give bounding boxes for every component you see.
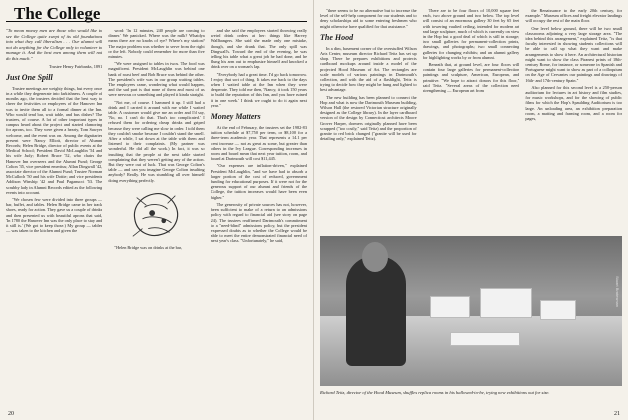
- left-col-3: [211, 28, 307, 406]
- right-col-1: [320, 8, 417, 230]
- photo-model-panel: [540, 300, 576, 320]
- epigraph-quote: "To mean money men are those who would like to see the College quite swept of its old foundations into what they call liberalism . . . Our alumni will not do anything for the College only to volunteer to manage it. And the best men among them will not do this much.": [6, 28, 103, 61]
- right-page: [314, 0, 628, 420]
- body-paragraph: and she said the employees started throwing really weird drink orders at her: things like Harvey Wallbangers. She said she made only one mistake, though, and she drank that. The only spill was Dingwall's. Toward the end of the evening, he was telling his table what a great job he had done, and he flung his arm out to emphasize himself and knocked a drink over on a woman's lap.: [210, 28, 307, 70]
- body-paragraph: The new building has been planned to connect the Hop and what is now the Dartmouth Museum building, Wilson Hall (the restored Victorian structure originally designed as the College library). In the layer cardboard version of the design by Connecticut architects Moore Grover Harper, dormers originally planned have been scrapped ("too costly," said Teitz) and the proportion of granite to red brick changed ("granite will be used for detailing only," explained Teitz).: [320, 94, 417, 142]
- body-paragraph: word: 'In 12 minutes, 240 people are coming to dinner.' We panicked. Where was the milk? Whatdya mean there are no knobs of rye? Where's my station? The major problem was whether to serve from the right or the left. Nobody could remember for more than five minutes.: [108, 28, 205, 60]
- body-paragraph: Also planned for this second level is a 250-person auditorium for lectures in art history and film studies, for music workshops, and for the showing of public films for which the Hop's Spaulding Auditorium is too large. An unloading area, an exhibition preparation room, a matting and framing room, and a room for pages,: [525, 84, 623, 122]
- body-paragraph: Beneath that, at ground level, are four floors will contain four large galleries for permanent-collection paintings and sculpture, American, European, and primitive. "We hope to attract donors for this floor," said Teitz. "Several areas of the collection need strengthening — European art from: [422, 62, 520, 94]
- left-columns: [6, 28, 307, 406]
- photo-figure: [346, 256, 406, 366]
- page-number-left: 20: [8, 411, 14, 417]
- body-paragraph: "We were assigned to tables in twos. The food was magnificent. President McLaughlin was behind one bank of roast beef and Bob Bruce was behind the other. The president's wife was in our group waiting tables. The employees came, wondering what would happen, and the sad part is that none of them and most of us were nervous or something and played it kinda straight.: [108, 61, 205, 98]
- body-paragraph: One level below ground, there will be two small classrooms adjoining a very large storage area. "The idea behind this arrangement," explained Teitz, "is that faculty interested in showing students collections will be able to call up what they want and make arrangements to show it here. An architectural historian might want to show the class Piranesi prints of 18th-century Rome, for instance, or someone in Spanish and Portuguese might want to show as part of a colloquium on the Age of Cervantes our paintings and drawings of 16th- and 17th-century Spain.": [525, 25, 623, 83]
- body-paragraph: "Not me, of course. I hammed it up. I still had a drink and I carried it around with me while I waited table. A customer would give me an order and I'd say, 'No, no. I can't do that. That's too complicated.' I refused them for ordering cheap drinks and griped because they were calling me slow in order. I told them they couldn't smoke because I couldn't stand the smell. After a while, I sat down at the table with them and listened to their complaints. (My partner was wonderful. He did all the work.) In fact, it was so insulting that the people at the next table started complaining that they weren't getting any of the action. But they were out of luck. That was George Colton's table — and can you imagine George Colton insulting anybody? Really. He was stumbling all over himself doing everything perfectly.: [108, 99, 205, 183]
- body-paragraph: Trustee meetings are weighty things, but every once in a while they degenerate into farkishness. A couple of months ago, the trustees decided that the best way to cheer the festivities or employees of the Hanover Inn was to invite them all to a formal dinner at the Inn. Who would tend bar, wait table, and bus dishes? The trustees, of course. A lot of other important types in campus heard about the project and started clamoring for aprons, too. They were given a hearty, Tom Sawyer welcome, and the event was on. Among the dignitaries present were Nancy Elliott, director of Alumni Records; Helen Bridge, director of public events at the Medical School; President David McLaughlin '54 and his wife Judy; Robert Bruce '52, who chairs the Hanover Inn overseers and the Alumni Fund; George Colton '35, vice president emeritus; Allan Dingwall '42, associate director of the Alumni Fund; Trustee Norman McCulloch '50 and his wife Dottie; and vice presidents Addison Winship '42 and Paul Paganucci '53. The scrubby lady in Alumni Records edited as the following events into account.: [6, 85, 103, 195]
- museum-model-photo: [320, 236, 622, 386]
- photo-model-panel: [430, 296, 470, 318]
- right-col-3: [525, 8, 622, 230]
- body-paragraph: In a dim, basement corner of the overstuffed Wilson Arts Center, museum director Richard Teitz has set up shop. There he prepares exhibitions and protects cardboard mockups around inside a model of the projected Hood Museum of Art. The rectangles are scale models of various paintings in Dartmouth's collection, and with the aid of a flashlight, Teitz is trying to decide how they might be hung and lighted to best advantage.: [320, 45, 417, 93]
- body-paragraph: "Everybody had a great time. I'd go back tomorrow. I enjoy that sort of thing. It takes me back to the days when I waited table at the Inn when they were desperate. They told me then, 'Nancy, it took 150 years to build the reputation of this Inn, and you have ruined it in one week.' I think we ought to do it again next year.": [210, 71, 307, 108]
- photo-model-panel: [480, 288, 532, 318]
- body-paragraph: "there seems to be no alternative but to increase the level of the self-help component for our students and to deny scholarships aid to some entering freshmen who might otherwise have qualified for that assistance.": [320, 8, 417, 29]
- right-columns: [320, 8, 622, 230]
- body-paragraph: "We chosen few were divided into three groups — bar, buffet, and tables. Helen Bridge came in her track shoes, ready for action. They gave us a couple of drinks and then presented us with beautiful aprons that said, 'In 1780 the Hanover Inn was the only place to stay and it still is.' (We got to keep those.) My group — tables — was taken to the kitchen and given the: [6, 197, 103, 234]
- body-paragraph: "Helen Bridge was on drinks at the bar,: [114, 244, 183, 250]
- body-paragraph: There are to be four floors of 10,000 square feet each, two above ground and two below. The top level will consist of an enormous gallery 30 feet by 65 feet with towering vaulted ceiling, intended for modern art and large sculpture, much of which is currently on view in the Hop but a good deal of which is still in storage; two small galleries for permanent-collection prints, drawings, and photographs; two small connecting galleries for changing exhibits; and an alumni gallery for highlighting works by or from alumni.: [422, 8, 520, 60]
- photo-caption: Richard Teitz, director of the Hood Museum, shuffles replica rooms in his hallowed-to-be, trying new exhibitions out for size.: [320, 390, 550, 395]
- body-paragraph: the Renaissance to the early 20th century, for example." Museum offices and freight elevator landings will occupy the rest of the main floor.: [525, 8, 623, 24]
- page-number-right: 21: [614, 411, 620, 417]
- photo-model-panel: [450, 332, 520, 346]
- left-col-2: [108, 28, 204, 406]
- subhead-the-hood: The Hood: [320, 32, 354, 42]
- section-header: The College: [6, 0, 307, 22]
- subhead-just-one-spill: Just One Spill: [6, 72, 53, 82]
- subhead-money-matters: Money Matters: [210, 112, 261, 122]
- left-col-1: [6, 28, 102, 406]
- photo-credit: Stuart Bratesman: [615, 276, 620, 308]
- photo-figure-head: [362, 242, 388, 272]
- decorative-sketch-illustration: [127, 187, 185, 243]
- body-paragraph: "Our expenses are inflation-driven," explained President McLaughlin, "and we have had to absorb a larger portion of the cost of reduced, government funding for educational purposes. If it were not for the generous support of our alumni and friends of the College, the tuition increases would have been even higher.": [210, 163, 307, 200]
- epigraph-attribution: Trustee Henry Fairbanks, 1891: [49, 63, 103, 69]
- body-paragraph: The generosity of private sources has not, however, been sufficient to make of a return to an admissions policy with regard to financial aid (see story on page 24). The trustees reaffirmed Dartmouth's commitment to a "need-blind" admissions policy, but the president expressed doubts as to whether the College would be able to meet the entire demonstrated financial need of next year's class. "Unfortunately," he said,: [210, 201, 307, 244]
- body-paragraph: At the end of February, the trustees set the 1982-83 tuition schedule at $7,750 per term, or $8,100 for a three-term academic year. That represents a 14.1 per cent increase — not as great as some, but greater than others in the Ivy League. Corresponding increases in room and board mean that next year tuition, room, and board at Dartmouth will cost $11,445.: [210, 125, 307, 162]
- right-col-2: [423, 8, 520, 230]
